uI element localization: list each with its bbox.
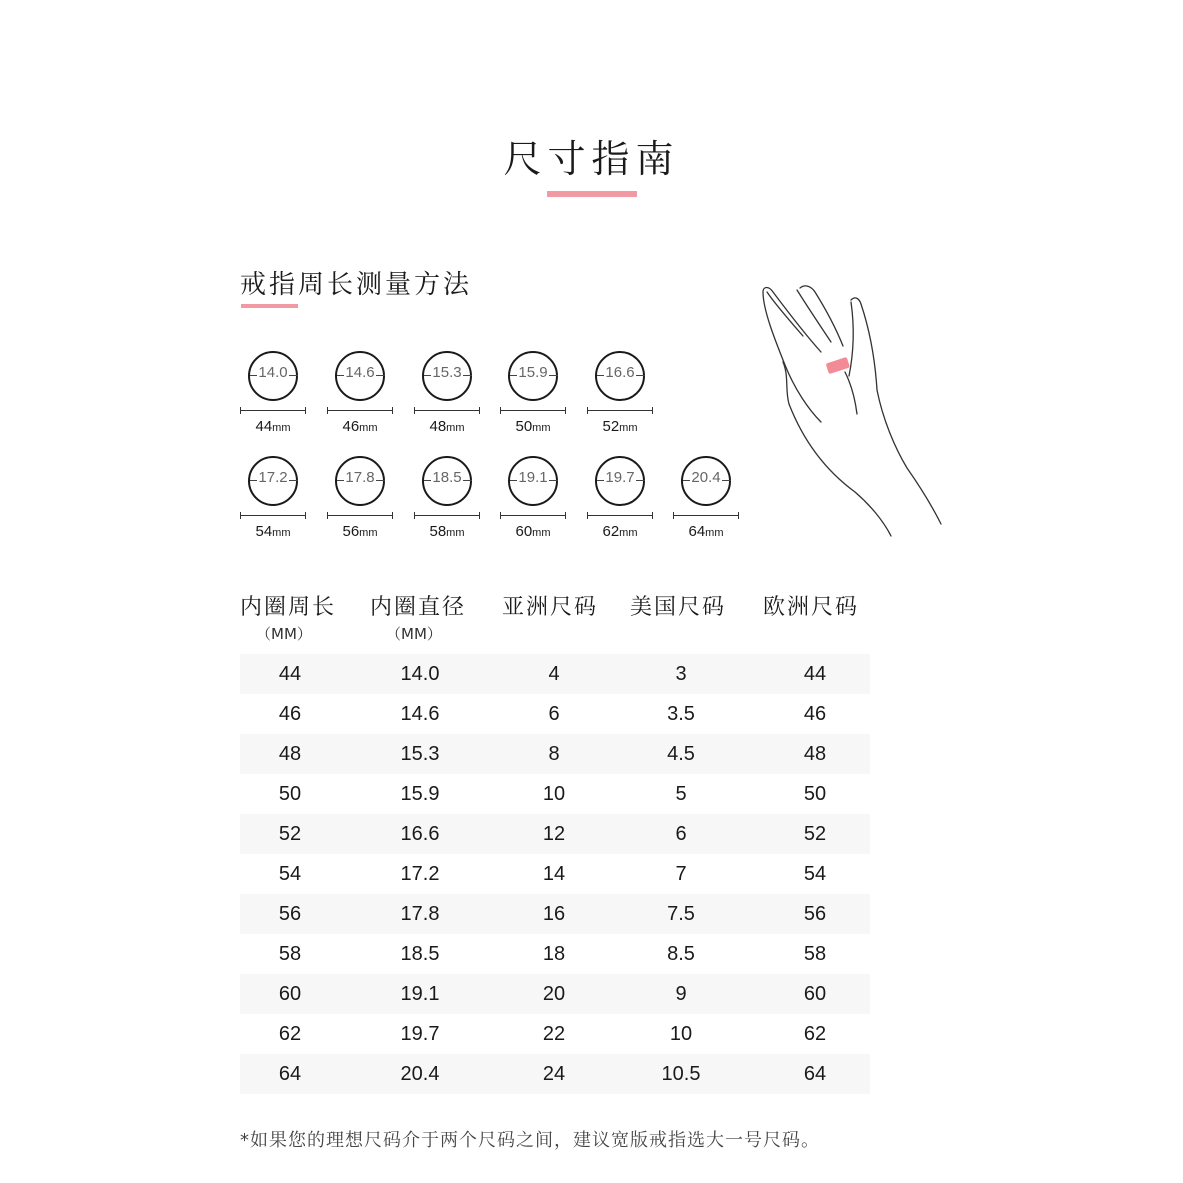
ring-diameter: 18.5	[432, 469, 462, 486]
table-cell: 10.5	[661, 1063, 701, 1085]
ring-diameter: 20.4	[691, 469, 721, 486]
table-cell: 20	[542, 983, 566, 1005]
ring-size-item	[673, 456, 741, 546]
table-cell: 56	[803, 903, 827, 925]
ring-scale	[240, 515, 306, 516]
table-cell: 14.6	[400, 703, 440, 725]
column-header: 欧洲尺码	[763, 595, 860, 620]
table-cell: 15.3	[400, 743, 440, 765]
table-header	[240, 590, 870, 654]
table-cell: 52	[278, 823, 302, 845]
ring-diameter: 15.9	[518, 364, 548, 381]
ring-scale	[500, 515, 566, 516]
table-cell: 60	[278, 983, 302, 1005]
ring-size-item	[500, 456, 568, 546]
table-cell: 15.9	[400, 783, 440, 805]
ring-circumference: 62mm	[602, 523, 638, 540]
table-cell: 22	[542, 1023, 566, 1045]
ring-circumference: 48mm	[429, 418, 465, 435]
ring-diameter: 14.0	[258, 364, 288, 381]
table-cell: 62	[278, 1023, 302, 1045]
ring-diameter: 16.6	[605, 364, 635, 381]
table-cell: 19.7	[400, 1023, 440, 1045]
table-cell: 16	[542, 903, 566, 925]
ring-circumference: 60mm	[515, 523, 551, 540]
ring-circumference: 56mm	[342, 523, 378, 540]
table-row	[240, 1014, 870, 1054]
table-cell: 64	[803, 1063, 827, 1085]
table-cell: 60	[803, 983, 827, 1005]
table-row	[240, 894, 870, 934]
ring-scale	[587, 410, 653, 411]
page-title: 尺寸指南	[503, 137, 680, 181]
section-title: 戒指周长测量方法	[240, 270, 473, 300]
table-cell: 52	[803, 823, 827, 845]
ring-scale	[327, 410, 393, 411]
table-cell: 3.5	[667, 703, 695, 725]
ring-size-item	[327, 456, 395, 546]
table-cell: 20.4	[400, 1063, 440, 1085]
ring-diameter: 19.7	[605, 469, 635, 486]
table-row	[240, 654, 870, 694]
column-header: 内圈直径 （MM）	[370, 595, 467, 643]
table-row	[240, 854, 870, 894]
ring-size-item	[587, 351, 655, 441]
ring-circumference: 44mm	[255, 418, 291, 435]
table-cell: 10	[669, 1023, 693, 1045]
table-cell: 14	[542, 863, 566, 885]
table-cell: 48	[278, 743, 302, 765]
table-cell: 9	[675, 983, 687, 1005]
ring-circumference: 46mm	[342, 418, 378, 435]
table-row	[240, 774, 870, 814]
ring-scale	[587, 515, 653, 516]
ring-circumference: 50mm	[515, 418, 551, 435]
ring-size-item	[327, 351, 395, 441]
table-cell: 50	[278, 783, 302, 805]
table-cell: 54	[803, 863, 827, 885]
table-cell: 58	[803, 943, 827, 965]
ring-scale	[240, 410, 306, 411]
footnote: *如果您的理想尺码介于两个尺码之间，建议宽版戒指选大一号尺码。	[240, 1130, 820, 1151]
table-cell: 48	[803, 743, 827, 765]
table-cell: 24	[542, 1063, 566, 1085]
column-header: 美国尺码	[630, 595, 727, 620]
table-cell: 7	[675, 863, 687, 885]
column-header: 亚洲尺码	[502, 595, 599, 620]
ring-diameter: 14.6	[345, 364, 375, 381]
table-cell: 58	[278, 943, 302, 965]
ring-size-item	[414, 456, 482, 546]
table-cell: 10	[542, 783, 566, 805]
ring-size-item	[414, 351, 482, 441]
table-cell: 12	[542, 823, 566, 845]
table-cell: 6	[675, 823, 687, 845]
ring-size-item	[240, 456, 308, 546]
ring-size-item	[587, 456, 655, 546]
table-cell: 3	[675, 663, 687, 685]
ring-scale	[327, 515, 393, 516]
ring-circumference: 64mm	[688, 523, 724, 540]
ring-diameter: 17.2	[258, 469, 288, 486]
table-cell: 44	[278, 663, 302, 685]
table-cell: 19.1	[400, 983, 440, 1005]
table-cell: 4	[548, 663, 560, 685]
table-cell: 6	[548, 703, 560, 725]
column-header: 内圈周长 （MM）	[240, 595, 337, 643]
table-cell: 8	[548, 743, 560, 765]
table-cell: 50	[803, 783, 827, 805]
table-cell: 64	[278, 1063, 302, 1085]
table-cell: 8.5	[667, 943, 695, 965]
size-table	[240, 590, 870, 1094]
table-cell: 46	[278, 703, 302, 725]
table-cell: 56	[278, 903, 302, 925]
ring-diameter: 19.1	[518, 469, 548, 486]
ring-diameter: 15.3	[432, 364, 462, 381]
ring-circumference: 58mm	[429, 523, 465, 540]
ring-size-item	[500, 351, 568, 441]
table-row	[240, 974, 870, 1014]
table-row	[240, 1054, 870, 1094]
table-cell: 16.6	[400, 823, 440, 845]
ring-circumference: 52mm	[602, 418, 638, 435]
ring-scale	[500, 410, 566, 411]
table-cell: 7.5	[667, 903, 695, 925]
table-row	[240, 694, 870, 734]
title-underline	[547, 191, 637, 197]
section-underline	[241, 304, 298, 308]
table-cell: 44	[803, 663, 827, 685]
ring-scale	[414, 410, 480, 411]
table-row	[240, 734, 870, 774]
table-cell: 46	[803, 703, 827, 725]
table-cell: 14.0	[400, 663, 440, 685]
ring-diameter: 17.8	[345, 469, 375, 486]
hand-illustration	[745, 280, 945, 540]
table-row	[240, 934, 870, 974]
ring-circumference: 54mm	[255, 523, 291, 540]
table-cell: 4.5	[667, 743, 695, 765]
table-cell: 54	[278, 863, 302, 885]
table-cell: 18	[542, 943, 566, 965]
table-cell: 17.2	[400, 863, 440, 885]
table-cell: 18.5	[400, 943, 440, 965]
table-body	[240, 654, 870, 1094]
ring-size-item	[240, 351, 308, 441]
table-row	[240, 814, 870, 854]
ring-scale	[673, 515, 739, 516]
table-cell: 17.8	[400, 903, 440, 925]
table-cell: 5	[675, 783, 687, 805]
ring-scale	[414, 515, 480, 516]
table-cell: 62	[803, 1023, 827, 1045]
